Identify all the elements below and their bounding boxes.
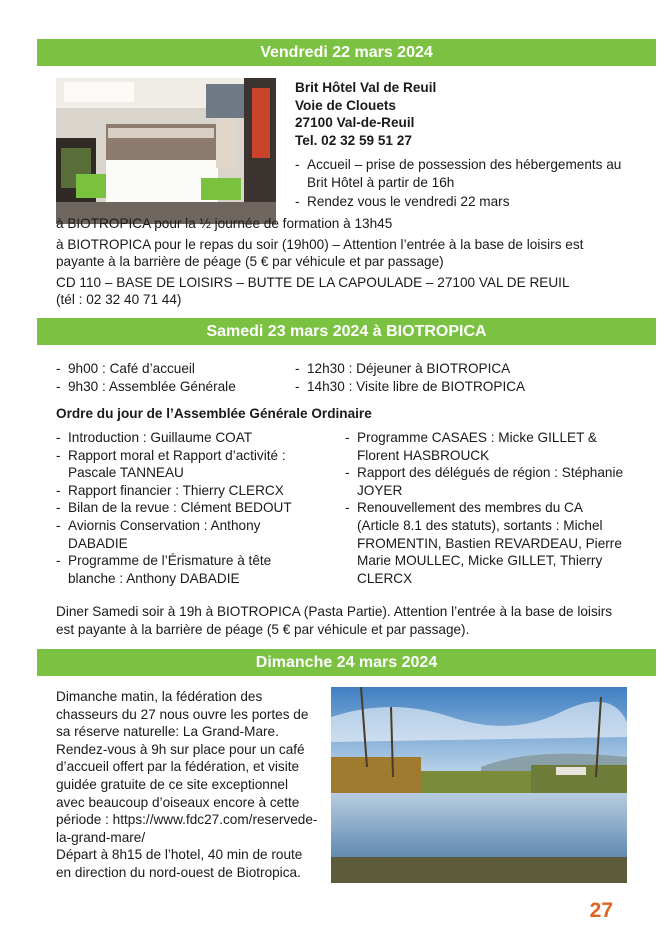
list-item: - Renouvellement des membres du CA (Article 8.1 des statuts), sortants : Michel FROMENTIN, Bastien REVARDEAU, Pierre Marie MOULLEC, Micke GILLET, Thierry CLERCX xyxy=(345,499,625,587)
list-item: - 12h30 : Déjeuner à BIOTROPICA xyxy=(295,360,625,378)
agenda-list-right xyxy=(345,429,625,587)
training-text: à BIOTROPICA pour la ½ journée de formation à 13h45 xyxy=(56,216,393,231)
list-item: - Aviornis Conservation : Anthony DABADIE xyxy=(56,517,318,552)
list-item: - Rapport financier : Thierry CLERCX xyxy=(56,482,318,500)
list-item: - Programme de l’Érismature à tête blanche : Anthony DABADIE xyxy=(56,552,318,587)
section-header-friday: Vendredi 22 mars 2024 xyxy=(37,39,656,66)
grand-mare-lake-photo xyxy=(331,687,627,883)
friday-list xyxy=(295,156,635,211)
list-item: - 9h30 : Assemblée Générale xyxy=(56,378,291,396)
sunday-departure: Départ à 8h15 de l’hotel, 40 min de route en direction du nord-ouest de Biotropica. xyxy=(56,847,303,880)
friday-details xyxy=(56,215,626,309)
list-item: - 9h00 : Café d’accueil xyxy=(56,360,291,378)
sunday-intro: Dimanche matin, la fédération des chasseurs du 27 nous ouvre les portes de sa réserve naturelle: La Grand-Mare. xyxy=(56,689,309,740)
page-number: 27 xyxy=(589,899,613,922)
saturday-schedule-right xyxy=(295,360,625,395)
section-header-sunday: Dimanche 24 mars 2024 xyxy=(37,649,656,676)
agenda-list-left xyxy=(56,429,318,587)
hotel-restaurant-photo xyxy=(56,78,276,224)
venue-phone: (tél : 02 32 40 71 44) xyxy=(56,292,182,308)
section-header-saturday: Samedi 23 mars 2024 à BIOTROPICA xyxy=(37,318,656,345)
list-item: - Introduction : Guillaume COAT xyxy=(56,429,318,447)
list-item: - Rapport des délégués de région : Stéphanie JOYER xyxy=(345,464,625,499)
hotel-phone: Tel. 02 32 59 51 27 xyxy=(295,132,412,148)
saturday-schedule-left xyxy=(56,360,291,395)
saturday-dinner-text: Diner Samedi soir à 19h à BIOTROPICA (Pasta Partie). Attention l’entrée à la base de loisirs est payante à la barrière de péage (5 € par véhicule et par passage). xyxy=(56,604,613,637)
list-item: - Bilan de la revue : Clément BEDOUT xyxy=(56,499,318,517)
sunday-meeting: Rendez-vous à 9h sur place pour un café d’accueil offert par la fédération, et visite guidée gratuite de ce site exceptionnel avec beaucoup d’oiseaux encore à cette période : https://www.fdc27.com/reservede-la-grand-mare/ xyxy=(56,741,318,845)
dinner-text: à BIOTROPICA pour le repas du soir (19h00) – Attention l’entrée à la base de loisirs est payante à la barrière de péage (5 € par véhicule et par passage) xyxy=(56,236,584,270)
list-item: - Rapport moral et Rapport d’activité : Pascale TANNEAU xyxy=(56,447,318,482)
list-item: - 14h30 : Visite libre de BIOTROPICA xyxy=(295,378,625,396)
agenda-title: Ordre du jour de l’Assemblée Générale Ordinaire xyxy=(56,406,372,421)
hotel-name: Brit Hôtel Val de Reuil xyxy=(295,80,437,95)
list-item: - Accueil – prise de possession des hébergements au Brit Hôtel à partir de 16h xyxy=(295,156,635,191)
hotel-address xyxy=(295,79,615,149)
sunday-text xyxy=(56,688,318,882)
hotel-city: 27100 Val-de-Reuil xyxy=(295,115,415,131)
venue-address: CD 110 – BASE DE LOISIRS – BUTTE DE LA CAPOULADE – 27100 VAL DE REUIL xyxy=(56,274,570,290)
list-item: - Rendez vous le vendredi 22 mars xyxy=(295,193,635,211)
hotel-street: Voie de Clouets xyxy=(295,97,396,113)
list-item: - Programme CASAES : Micke GILLET & Florent HASBROUCK xyxy=(345,429,625,464)
